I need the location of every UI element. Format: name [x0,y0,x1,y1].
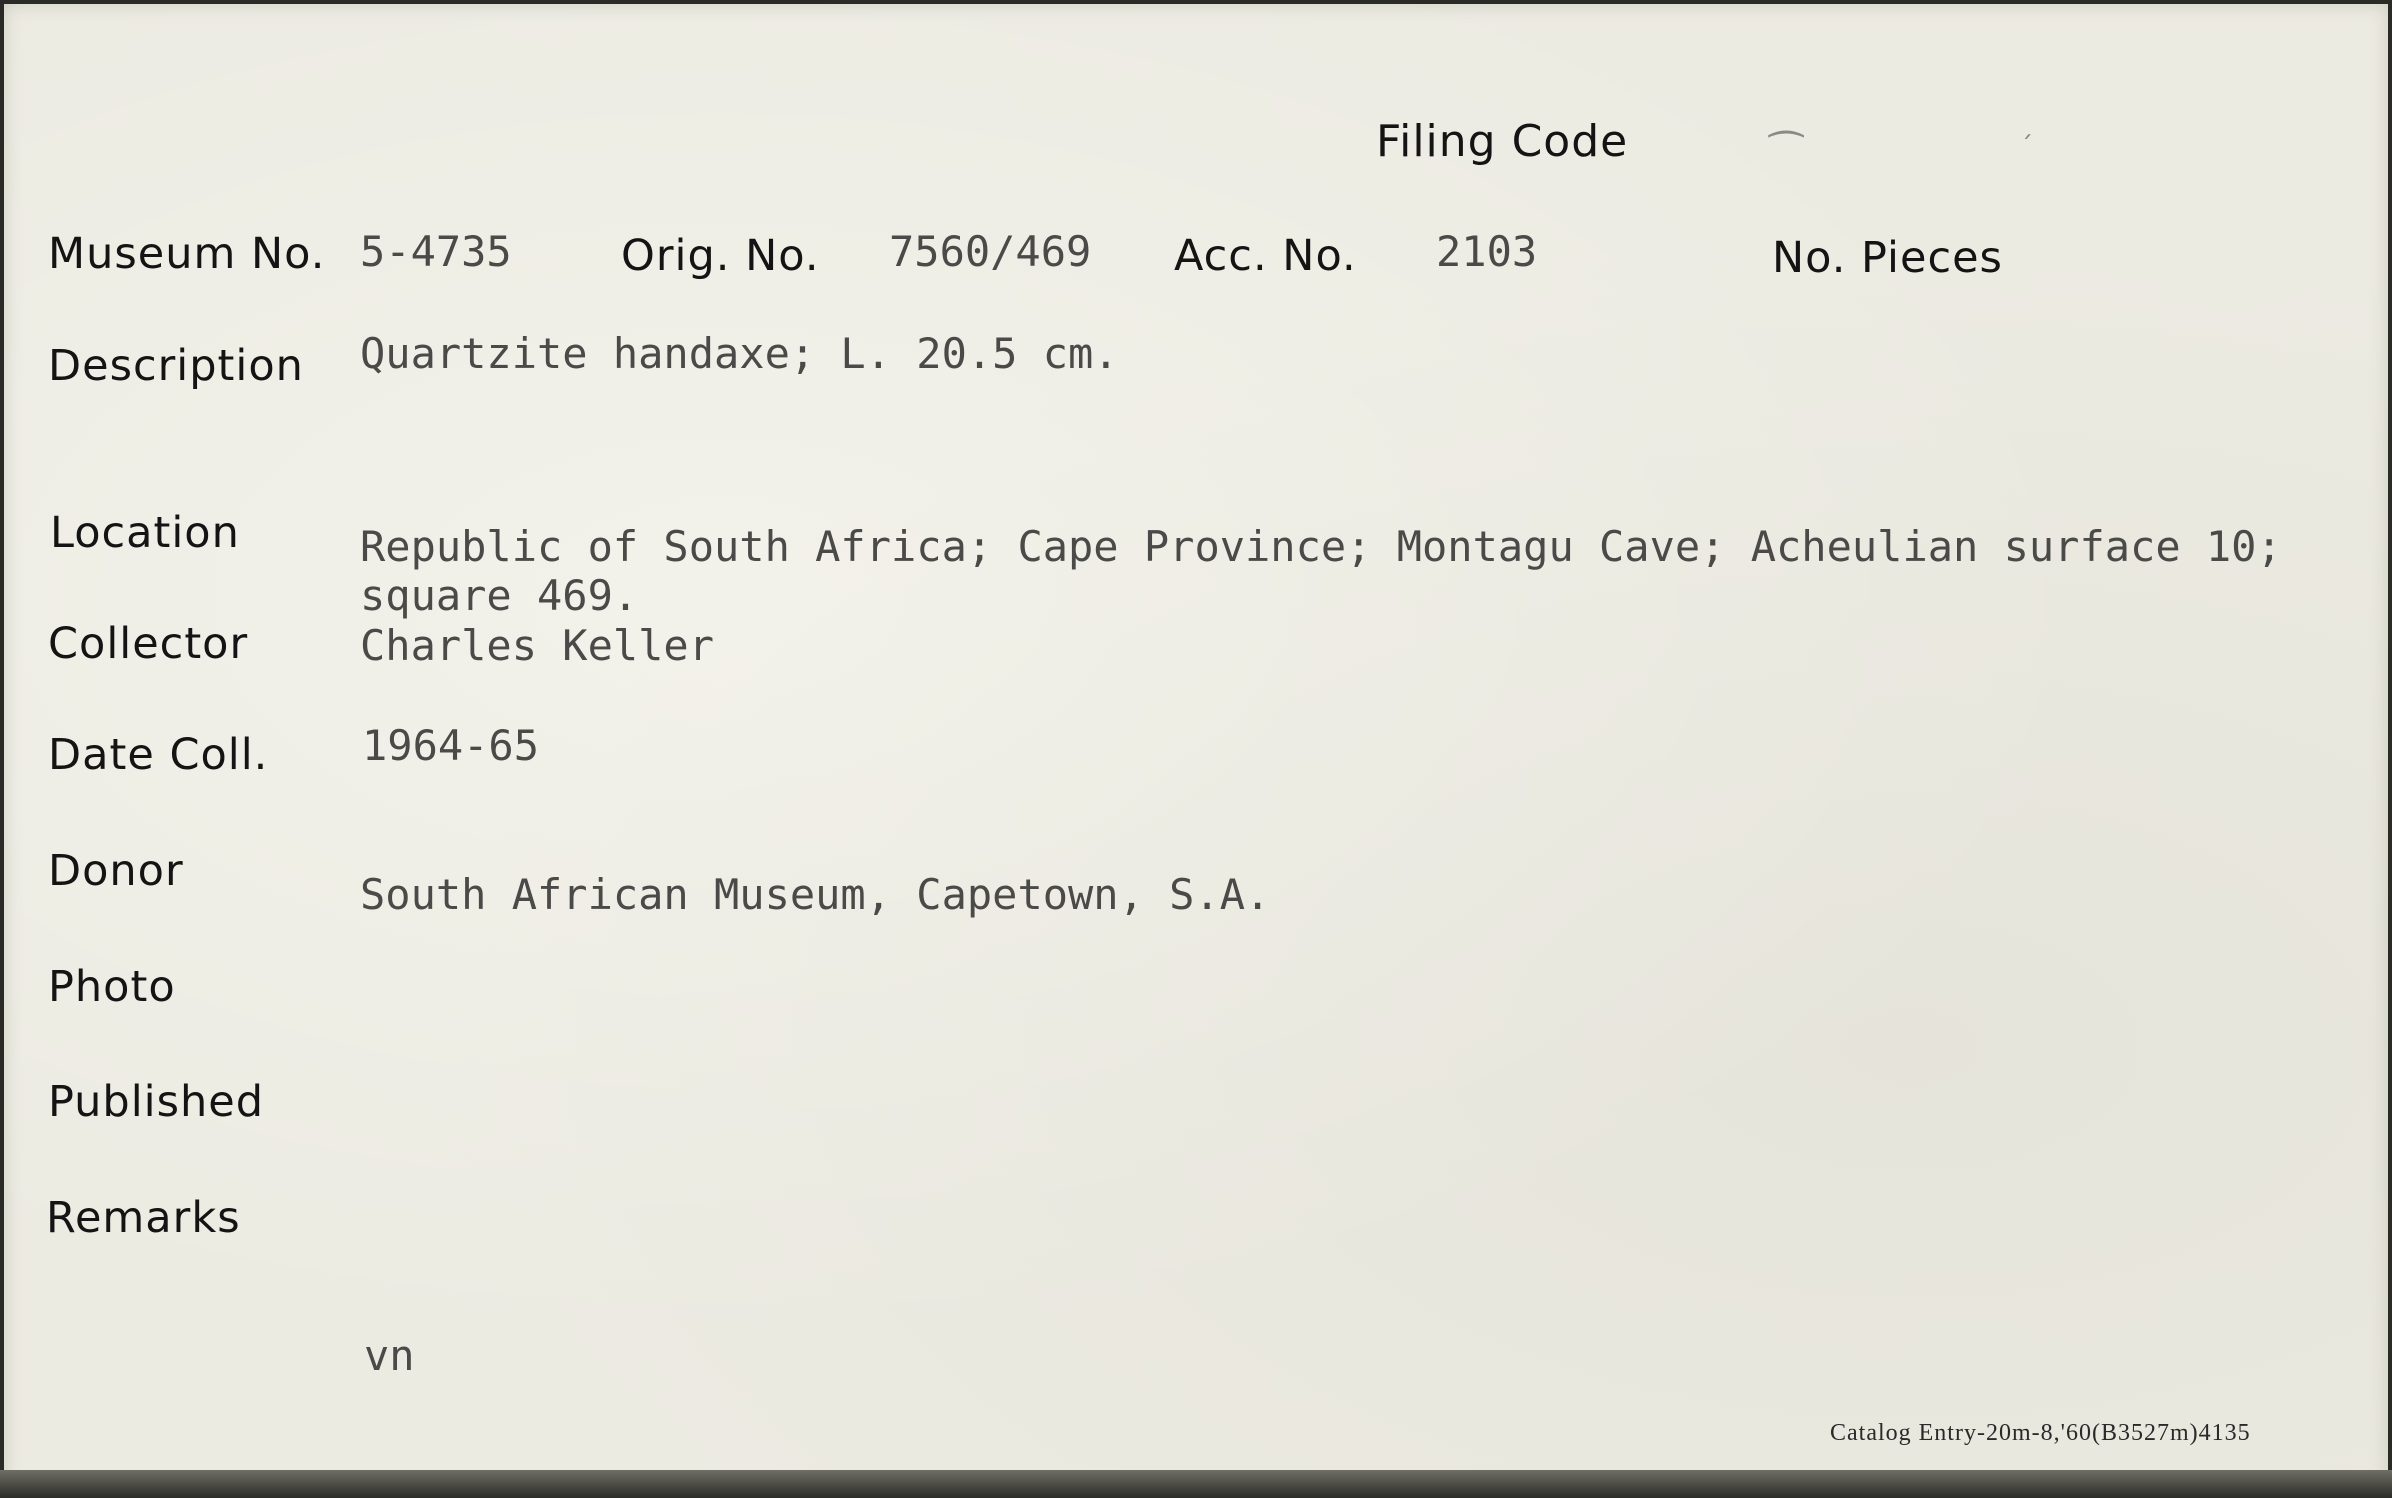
filing-code-label: Filing Code [1376,116,1629,167]
collector-label: Collector [48,619,249,669]
acc-no-value: 2103 [1436,227,1538,276]
date-coll-value: 1964-65 [362,721,540,770]
initials: vn [364,1331,415,1380]
catalog-footer: Catalog Entry-20m-8,'60(B3527m)4135 [1830,1420,2251,1446]
donor-value: South African Museum, Capetown, S.A. [360,870,1271,919]
no-pieces-label: No. Pieces [1772,233,2003,283]
remarks-label: Remarks [46,1193,241,1243]
catalog-card [4,4,2388,1494]
museum-no-label: Museum No. [48,229,326,279]
orig-no-value: 7560/469 [889,227,1092,276]
photo-label: Photo [48,962,176,1012]
card-bottom-edge [0,1470,2392,1498]
pencil-tick: ´ [2020,132,2033,162]
location-value-line2: square 469. [360,571,639,620]
museum-no-value: 5-4735 [360,227,512,276]
acc-no-label: Acc. No. [1174,231,1357,281]
pencil-mark: ⁀ [1770,132,1803,178]
description-value: Quartzite handaxe; L. 20.5 cm. [360,329,1119,378]
date-coll-label: Date Coll. [48,730,269,780]
description-label: Description [48,341,304,391]
donor-label: Donor [48,846,184,896]
location-label: Location [50,508,240,558]
published-label: Published [48,1077,265,1127]
location-value-line1: Republic of South Africa; Cape Province; Montagu Cave; Acheulian surface 10; [360,522,2282,571]
orig-no-label: Orig. No. [621,231,820,281]
collector-value: Charles Keller [360,621,715,670]
